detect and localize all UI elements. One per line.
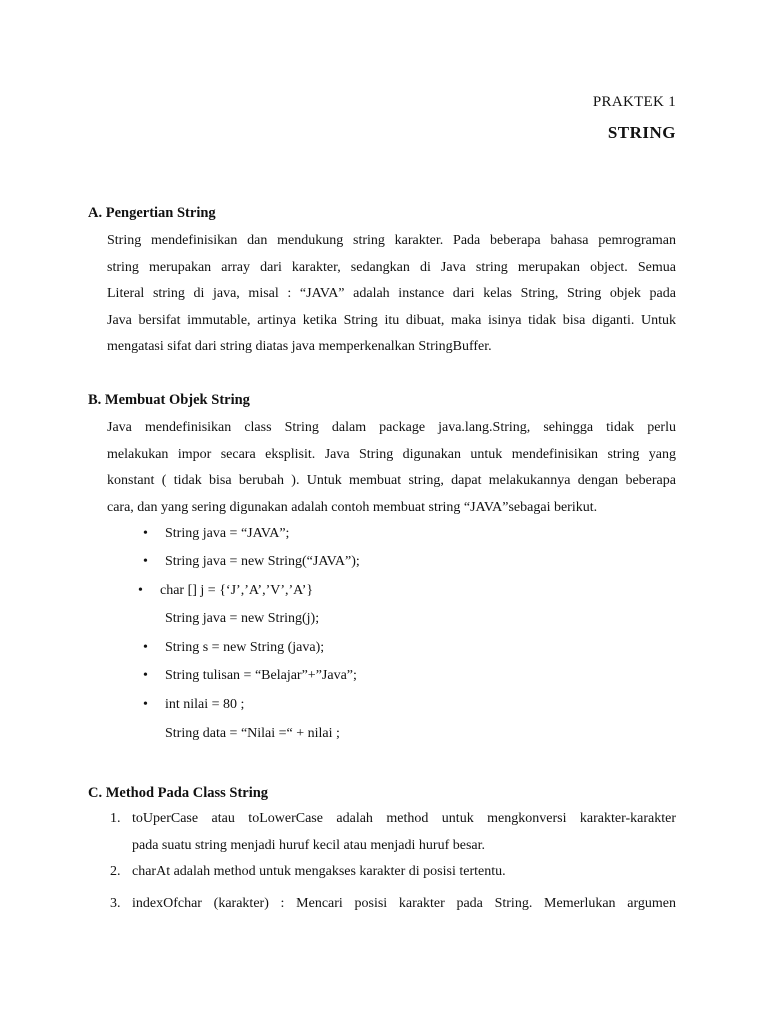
- bullet-icon: •: [143, 640, 148, 655]
- numbered-item-line: charAt adalah method untuk mengakses karakter di posisi tertentu.: [132, 864, 506, 879]
- list-number: 1.: [110, 811, 121, 826]
- list-item: String s = new String (java);: [165, 640, 325, 655]
- bullet-icon: •: [138, 583, 143, 598]
- list-item: int nilai = 80 ;: [165, 697, 245, 712]
- practice-number: PRAKTEK 1: [592, 94, 676, 110]
- bullet-icon: •: [143, 526, 148, 541]
- paragraph-line: string merupakan array dari karakter, sedangkan di Java string merupakan object. Semua: [107, 259, 676, 275]
- paragraph-line: cara, dan yang sering digunakan adalah contoh membuat string “JAVA”sebagai berikut.: [107, 499, 598, 515]
- list-number: 2.: [110, 864, 121, 879]
- section-c-title: C. Method Pada Class String: [88, 785, 269, 801]
- numbered-item: [132, 891, 676, 918]
- paragraph-line: konstant ( tidak bisa berubah ). Untuk membuat string, dapat melakukannya dengan beberapa: [107, 473, 676, 488]
- list-item: String tulisan = “Belajar”+”Java”;: [165, 668, 357, 683]
- bullet-icon: •: [143, 554, 148, 569]
- list-item-continuation: String java = new String(j);: [165, 611, 320, 626]
- paragraph-line: Java bersifat immutable, artinya ketika String itu dibuat, maka isinya tidak bisa diganti. Untuk: [107, 312, 676, 328]
- bullet-icon: •: [143, 668, 148, 683]
- numbered-item-line: pada suatu string menjadi huruf kecil atau menjadi huruf besar.: [132, 837, 486, 853]
- paragraph-line: mengatasi sifat dari string diatas java memperkenalkan StringBuffer.: [107, 339, 492, 354]
- numbered-item-line: toUperCase atau toLowerCase adalah method untuk mengkonversi karakter-karakter: [132, 811, 676, 826]
- numbered-item: [132, 859, 676, 886]
- section-b-title: B. Membuat Objek String: [88, 392, 250, 408]
- paragraph-line: Literal string di java, misal : “JAVA” adalah instance dari kelas String, String objek pada: [107, 286, 676, 301]
- paragraph-line: Java mendefinisikan class String dalam package java.lang.String, sehingga tidak perlu: [107, 420, 676, 435]
- list-item: String java = new String(“JAVA”);: [165, 554, 360, 569]
- numbered-item: [132, 806, 676, 859]
- paragraph-line: melakukan impor secara eksplisit. Java String digunakan untuk mendefinisikan string yang: [107, 446, 676, 462]
- section-b-paragraph: [107, 415, 676, 521]
- list-item-continuation: String data = “Nilai =“ + nilai ;: [165, 726, 340, 741]
- section-a-paragraph: [107, 228, 676, 361]
- list-number: 3.: [110, 896, 121, 911]
- section-a-title: A. Pengertian String: [88, 205, 216, 221]
- list-item: char [] j = {‘J’,’A’,’V’,’A’}: [160, 583, 314, 598]
- numbered-item-line: indexOfchar (karakter) : Mencari posisi karakter pada String. Memerlukan argumen: [132, 896, 676, 911]
- bullet-icon: •: [143, 697, 148, 712]
- list-item: String java = “JAVA”;: [165, 526, 290, 541]
- page-title: STRING: [607, 123, 676, 142]
- paragraph-line: String mendefinisikan dan mendukung string karakter. Pada beberapa bahasa pemrograman: [107, 233, 676, 248]
